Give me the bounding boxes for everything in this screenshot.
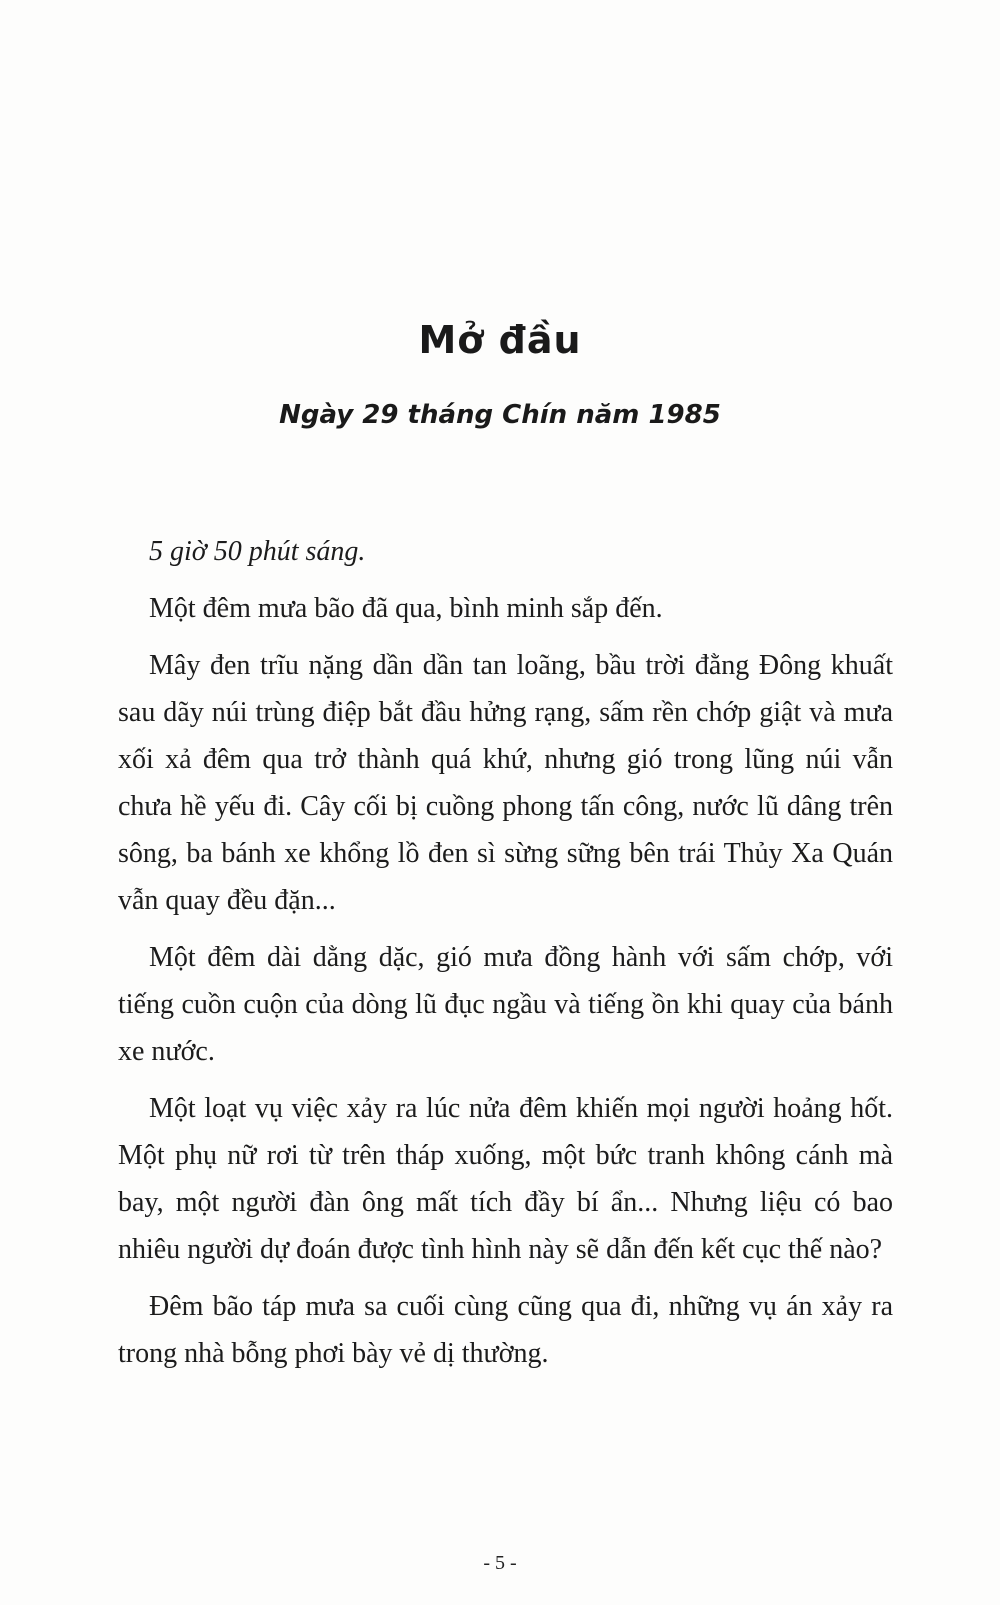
chapter-date: Ngày 29 tháng Chín năm 1985 — [279, 400, 721, 430]
chapter-title: Mở đầu — [418, 318, 582, 362]
paragraph: Một đêm mưa bão đã qua, bình minh sắp đến. — [149, 593, 663, 624]
chapter-body — [118, 528, 893, 1387]
paragraph: Một loạt vụ việc xảy ra lúc nửa đêm khiến mọi người hoảng hốt. Một phụ nữ rơi từ trên tháp xuống, một bức tranh không cánh mà bay, một người đàn ông mất tích đầy bí ẩn... Nhưng liệu có bao nhiêu người dự đoán được tình hình này sẽ dẫn đến kết cục thế nào? — [118, 1093, 893, 1265]
paragraph-time: 5 giờ 50 phút sáng. — [149, 536, 366, 567]
paragraph: Đêm bão táp mưa sa cuối cùng cũng qua đi, những vụ án xảy ra trong nhà bỗng phơi bày vẻ dị thường. — [118, 1291, 893, 1369]
page-number: - 5 - — [483, 1552, 517, 1574]
paragraph: Một đêm dài dằng dặc, gió mưa đồng hành với sấm chớp, với tiếng cuồn cuộn của dòng lũ đục ngầu và tiếng ồn khi quay của bánh xe nước. — [118, 942, 893, 1067]
paragraph: Mây đen trĩu nặng dần dần tan loãng, bầu trời đằng Đông khuất sau dãy núi trùng điệp bắt đầu hửng rạng, sấm rền chớp giật và mưa xối xả đêm qua trở thành quá khứ, nhưng gió trong lũng núi vẫn chưa hề yếu đi. Cây cối bị cuồng phong tấn công, nước lũ dâng trên sông, ba bánh xe khổng lồ đen sì sừng sững bên trái Thủy Xa Quán vẫn quay đều đặn... — [118, 650, 893, 916]
